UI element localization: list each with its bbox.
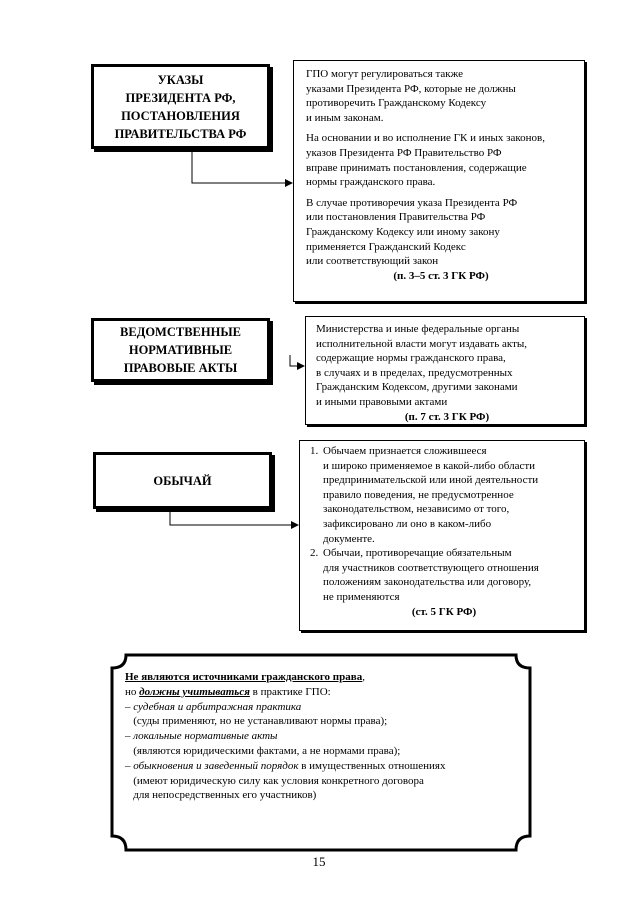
departmental-paragraph: Министерства и иные федеральные органы исполнительной власти могут издавать акты, содержащие нормы гражданского права, в случаях и в пределах, предусмотренных Гражданским Кодексом, другими законами и иными правовыми актами	[316, 323, 528, 408]
decrees-paragraph-2: На основании и во исполнение ГК и иных законов, указов Президента РФ Правительство РФ вправе принимать постановления, содержащие нормы гражданского права.	[306, 132, 545, 189]
custom-item-2-text: Обычаи, противоречащие обязательным для участников соответствующего отношения положениям законодательства или договору, не применяются	[323, 547, 539, 603]
note-line2-emphasis: должны учитываться	[139, 685, 250, 698]
note-line2-pre: но	[125, 685, 140, 698]
block-label-departmental-acts: ВЕДОМСТВЕННЫЕ НОРМАТИВНЫЕ ПРАВОВЫЕ АКТЫ	[91, 318, 270, 382]
departmental-reference: (п. 7 ст. 3 ГК РФ)	[404, 410, 490, 423]
note-item-1-explanation: (суды применяют, но не устанавливают нормы права);	[125, 715, 388, 728]
page-number: 15	[312, 854, 326, 869]
custom-item-2-number: 2.	[310, 547, 319, 560]
note-item-1-term: – судебная и арбитражная практика	[125, 700, 302, 713]
note-item-2-explanation: (являются юридическими фактами, а не нормами права);	[125, 744, 401, 757]
decrees-paragraph-3: В случае противоречия указа Президента РФ или постановления Правительства РФ Гражданскому Кодексу или иному закону применяется Гражданский Кодекс или соответствующий закон	[306, 196, 518, 268]
note-title-after: ,	[362, 671, 365, 683]
note-item-2-term: – локальные нормативные акты	[125, 730, 278, 743]
block-label-custom: ОБЫЧАЙ	[93, 452, 272, 509]
note-item-3-explanation: (имеют юридическую силу как условия конкретного договора для непосредственных его участников)	[133, 774, 424, 802]
note-item-3-term-suffix: в имущественных отношениях	[298, 759, 446, 772]
custom-reference: (ст. 5 ГК РФ)	[411, 605, 477, 618]
decrees-paragraph-1: ГПО могут регулироваться также указами Президента РФ, которые не должны противоречить Гражданскому Кодексу и иным законам.	[306, 68, 516, 124]
custom-item-1-number: 1.	[310, 445, 319, 457]
note-title: Не являются источниками гражданского права	[125, 671, 363, 683]
decrees-reference: (п. 3–5 ст. 3 ГК РФ)	[393, 269, 489, 282]
note-item-3-term: – обыкновения и заведенный порядок	[125, 759, 299, 772]
custom-item-1-text: Обычаем признается сложившееся и широко применяемое в какой-либо области предпринимательской или иной деятельности правило поведения, не предусмотренное законодательством, независимо от того, зафиксировано ли оно в каком-либо документе.	[323, 445, 539, 545]
note-line2-post: в практике ГПО:	[249, 685, 331, 698]
note-text	[125, 670, 515, 835]
block-label-decrees: УКАЗЫ ПРЕЗИДЕНТА РФ, ПОСТАНОВЛЕНИЯ ПРАВИТЕЛЬСТВА РФ	[91, 64, 270, 149]
